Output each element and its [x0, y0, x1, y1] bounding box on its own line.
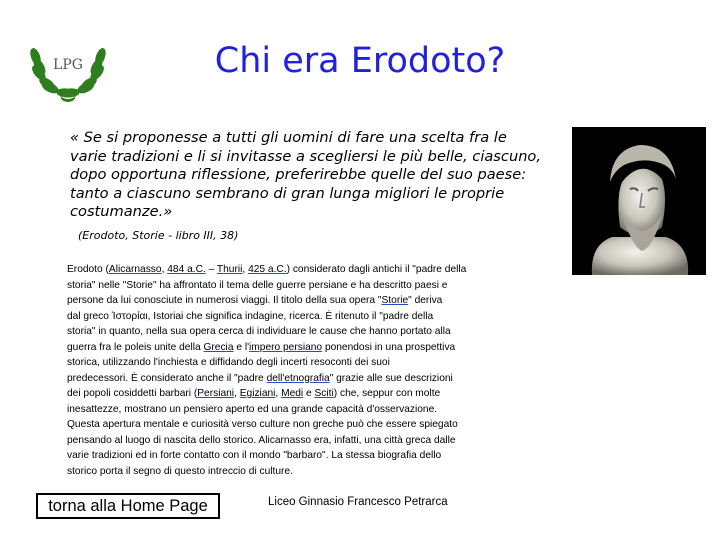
wiki-link[interactable]: Storie — [381, 295, 409, 306]
wiki-link[interactable]: Grecia — [203, 341, 234, 353]
herodotus-bust-image — [572, 127, 706, 275]
herodotus-quote: « Se si proponesse a tutti gli uomini di fare una scelta fra le varie tradizioni e li si invitasse a scegliersi le più belle, ciascuno, dopo opportuna riflessione, preferirebbe quelle del suo paese: tanto a ciascuno sembrano di gran lunga migliori le proprie costumanze.» — [70, 129, 542, 221]
biography-line — [67, 262, 567, 278]
text-run: storia" nelle "Storie" ha affrontato il tema delle guerre persiane e ha descritto paesi e — [67, 279, 448, 291]
wiki-link[interactable]: Medi — [281, 388, 304, 399]
text-run: dei popoli cosiddetti barbari ( — [67, 388, 198, 399]
text-run: , — [242, 264, 249, 275]
biography-line — [67, 386, 567, 402]
biography-line — [67, 340, 567, 356]
wiki-link[interactable]: 484 a.C. — [167, 264, 206, 275]
text-run: , — [275, 388, 282, 399]
text-run: , — [234, 388, 240, 399]
biography-line — [67, 464, 567, 480]
logo-monogram: LPG — [53, 57, 83, 73]
wiki-link[interactable]: 425 a.C. — [248, 264, 287, 275]
text-run: , — [161, 264, 168, 275]
text-run: pensando al luogo di nascita dello storico. Alicarnasso era, infatti, una città greca dalle — [67, 434, 456, 446]
text-run: – — [205, 264, 217, 275]
wiki-link[interactable]: Sciti — [314, 388, 334, 399]
biography-line — [67, 417, 567, 433]
wiki-link[interactable]: Thurii — [216, 264, 243, 275]
text-run: ) considerato dagli antichi il "padre della — [286, 264, 467, 275]
home-page-button[interactable]: torna alla Home Page — [36, 493, 220, 519]
text-run: e — [303, 388, 315, 399]
biography-text — [67, 262, 567, 479]
text-run: storico porta il segno di questo intreccio di culture. — [67, 465, 293, 477]
school-logo — [30, 22, 106, 106]
text-run: dal greco Ἱστορίαι, Istoriai che significa indagine, ricerca. È ritenuto il "padre della — [67, 310, 434, 322]
biography-line — [67, 402, 567, 418]
biography-line — [67, 293, 567, 309]
text-run: persone da lui conosciute in numerosi viaggi. Il titolo della sua opera " — [67, 295, 382, 306]
biography-line — [67, 448, 567, 464]
wiki-link[interactable]: Egiziani — [239, 388, 276, 399]
laurel-wreath-icon — [30, 47, 106, 102]
page-title: Chi era Erodoto? — [214, 41, 506, 81]
text-run: varie tradizioni ed in forte contatto con il mondo "barbaro". La stessa biografia dello — [67, 450, 442, 461]
text-run: e l' — [233, 341, 250, 353]
text-run: storica, utilizzando l'inchiesta e diffidando degli incerti resoconti dei suoi — [67, 357, 390, 368]
wiki-link[interactable]: dell'etnografia — [266, 372, 330, 384]
biography-line — [67, 324, 567, 340]
text-run: " grazie alle sue descrizioni — [329, 372, 453, 384]
biography-line — [67, 309, 567, 325]
text-run: inesattezze, mostrano un pensiero aperto ed una grande capacità d'osservazione. — [67, 403, 438, 415]
biography-line — [67, 355, 567, 371]
wiki-link[interactable]: impero persiano — [249, 341, 323, 353]
biography-line — [67, 433, 567, 449]
text-run: predecessori. È considerato anche il "padre — [67, 372, 267, 384]
wiki-link[interactable]: Alicarnasso — [108, 264, 162, 275]
biography-line — [67, 371, 567, 387]
text-run: ponendosi in una prospettiva — [322, 341, 456, 353]
biography-line — [67, 278, 567, 294]
text-run: ) che, seppur con molte — [333, 388, 441, 399]
wiki-link[interactable]: Persiani — [197, 388, 235, 399]
text-run: Erodoto ( — [67, 264, 109, 275]
footer-school-name: Liceo Ginnasio Francesco Petrarca — [268, 496, 448, 508]
quote-citation: (Erodoto, Storie - libro III, 38) — [78, 229, 239, 242]
text-run: storia" in quanto, nella sua opera cerca di individuare le cause che hanno portato alla — [67, 326, 451, 337]
text-run: guerra fra le poleis unite della — [67, 341, 204, 353]
text-run: Questa apertura mentale e curiosità verso culture non greche può che essere spiegato — [67, 419, 458, 430]
text-run: " deriva — [408, 295, 443, 306]
